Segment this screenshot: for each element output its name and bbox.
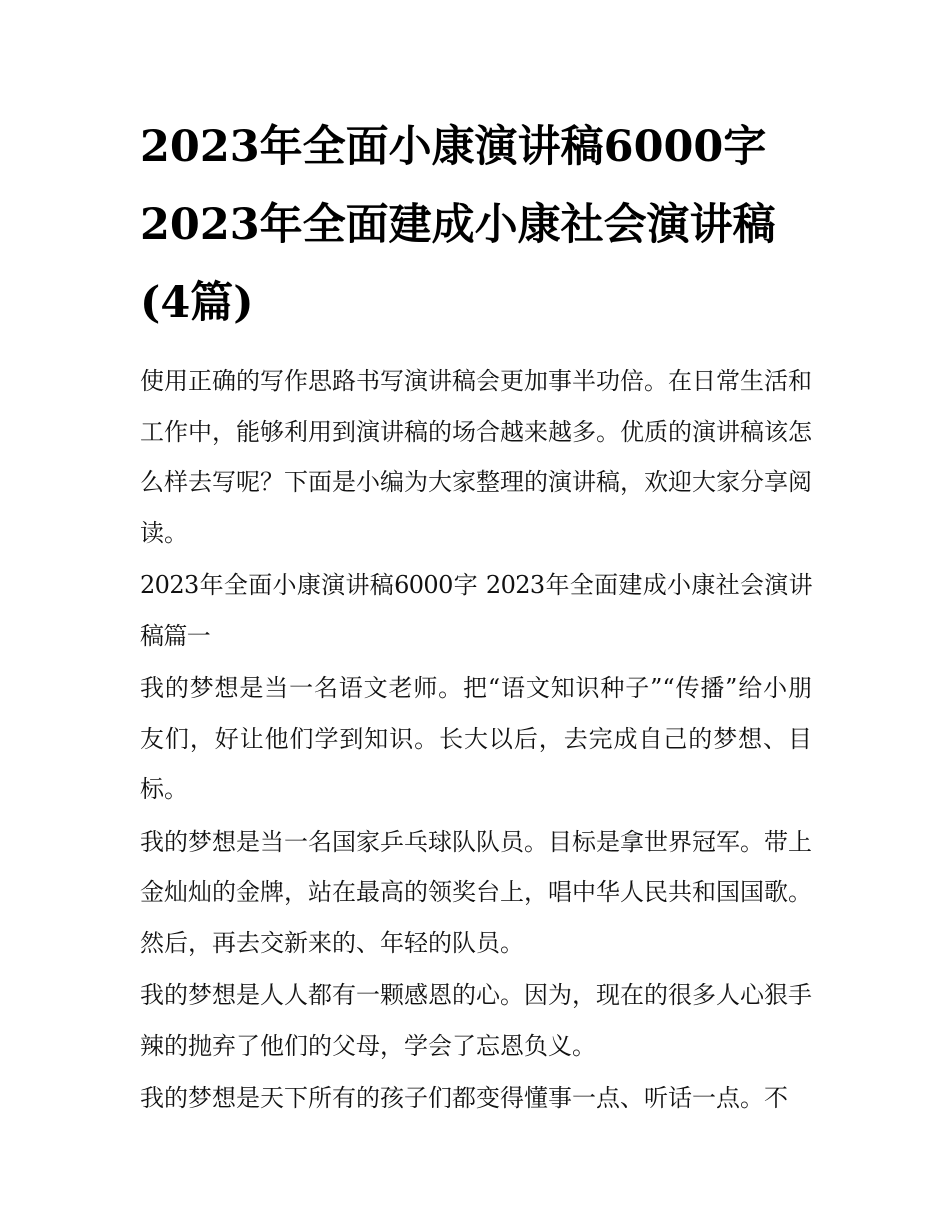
intro-paragraph: 使用正确的写作思路书写演讲稿会更加事半功倍。在日常生活和工作中，能够利用到演讲稿的场合越来越多。优质的演讲稿该怎么样去写呢？下面是小编为大家整理的演讲稿，欢迎大家分享阅读。: [140, 367, 812, 547]
body-paragraph: 我的梦想是天下所有的孩子们都变得懂事一点、听话一点。不: [140, 1084, 788, 1112]
document-title: 2023年全面小康演讲稿6000字 2023年全面建成小康社会演讲稿(4篇): [140, 122, 776, 328]
body-paragraph: 我的梦想是当一名语文老师。把“语文知识种子”“传播”给小朋友们，好让他们学到知识。长大以后，去完成自己的梦想、目标。: [140, 674, 812, 803]
section-heading: 2023年全面小康演讲稿6000字 2023年全面建成小康社会演讲稿篇一: [140, 571, 812, 650]
body-paragraph: 我的梦想是人人都有一颗感恩的心。因为，现在的很多人心狠手辣的抛弃了他们的父母，学会了忘恩负义。: [140, 981, 812, 1060]
document-body: [140, 108, 812, 1124]
body-paragraph: 我的梦想是当一名国家乒乓球队队员。目标是拿世界冠军。带上金灿灿的金牌，站在最高的领奖台上，唱中华人民共和国国歌。然后，再去交新来的、年轻的队员。: [140, 827, 812, 957]
